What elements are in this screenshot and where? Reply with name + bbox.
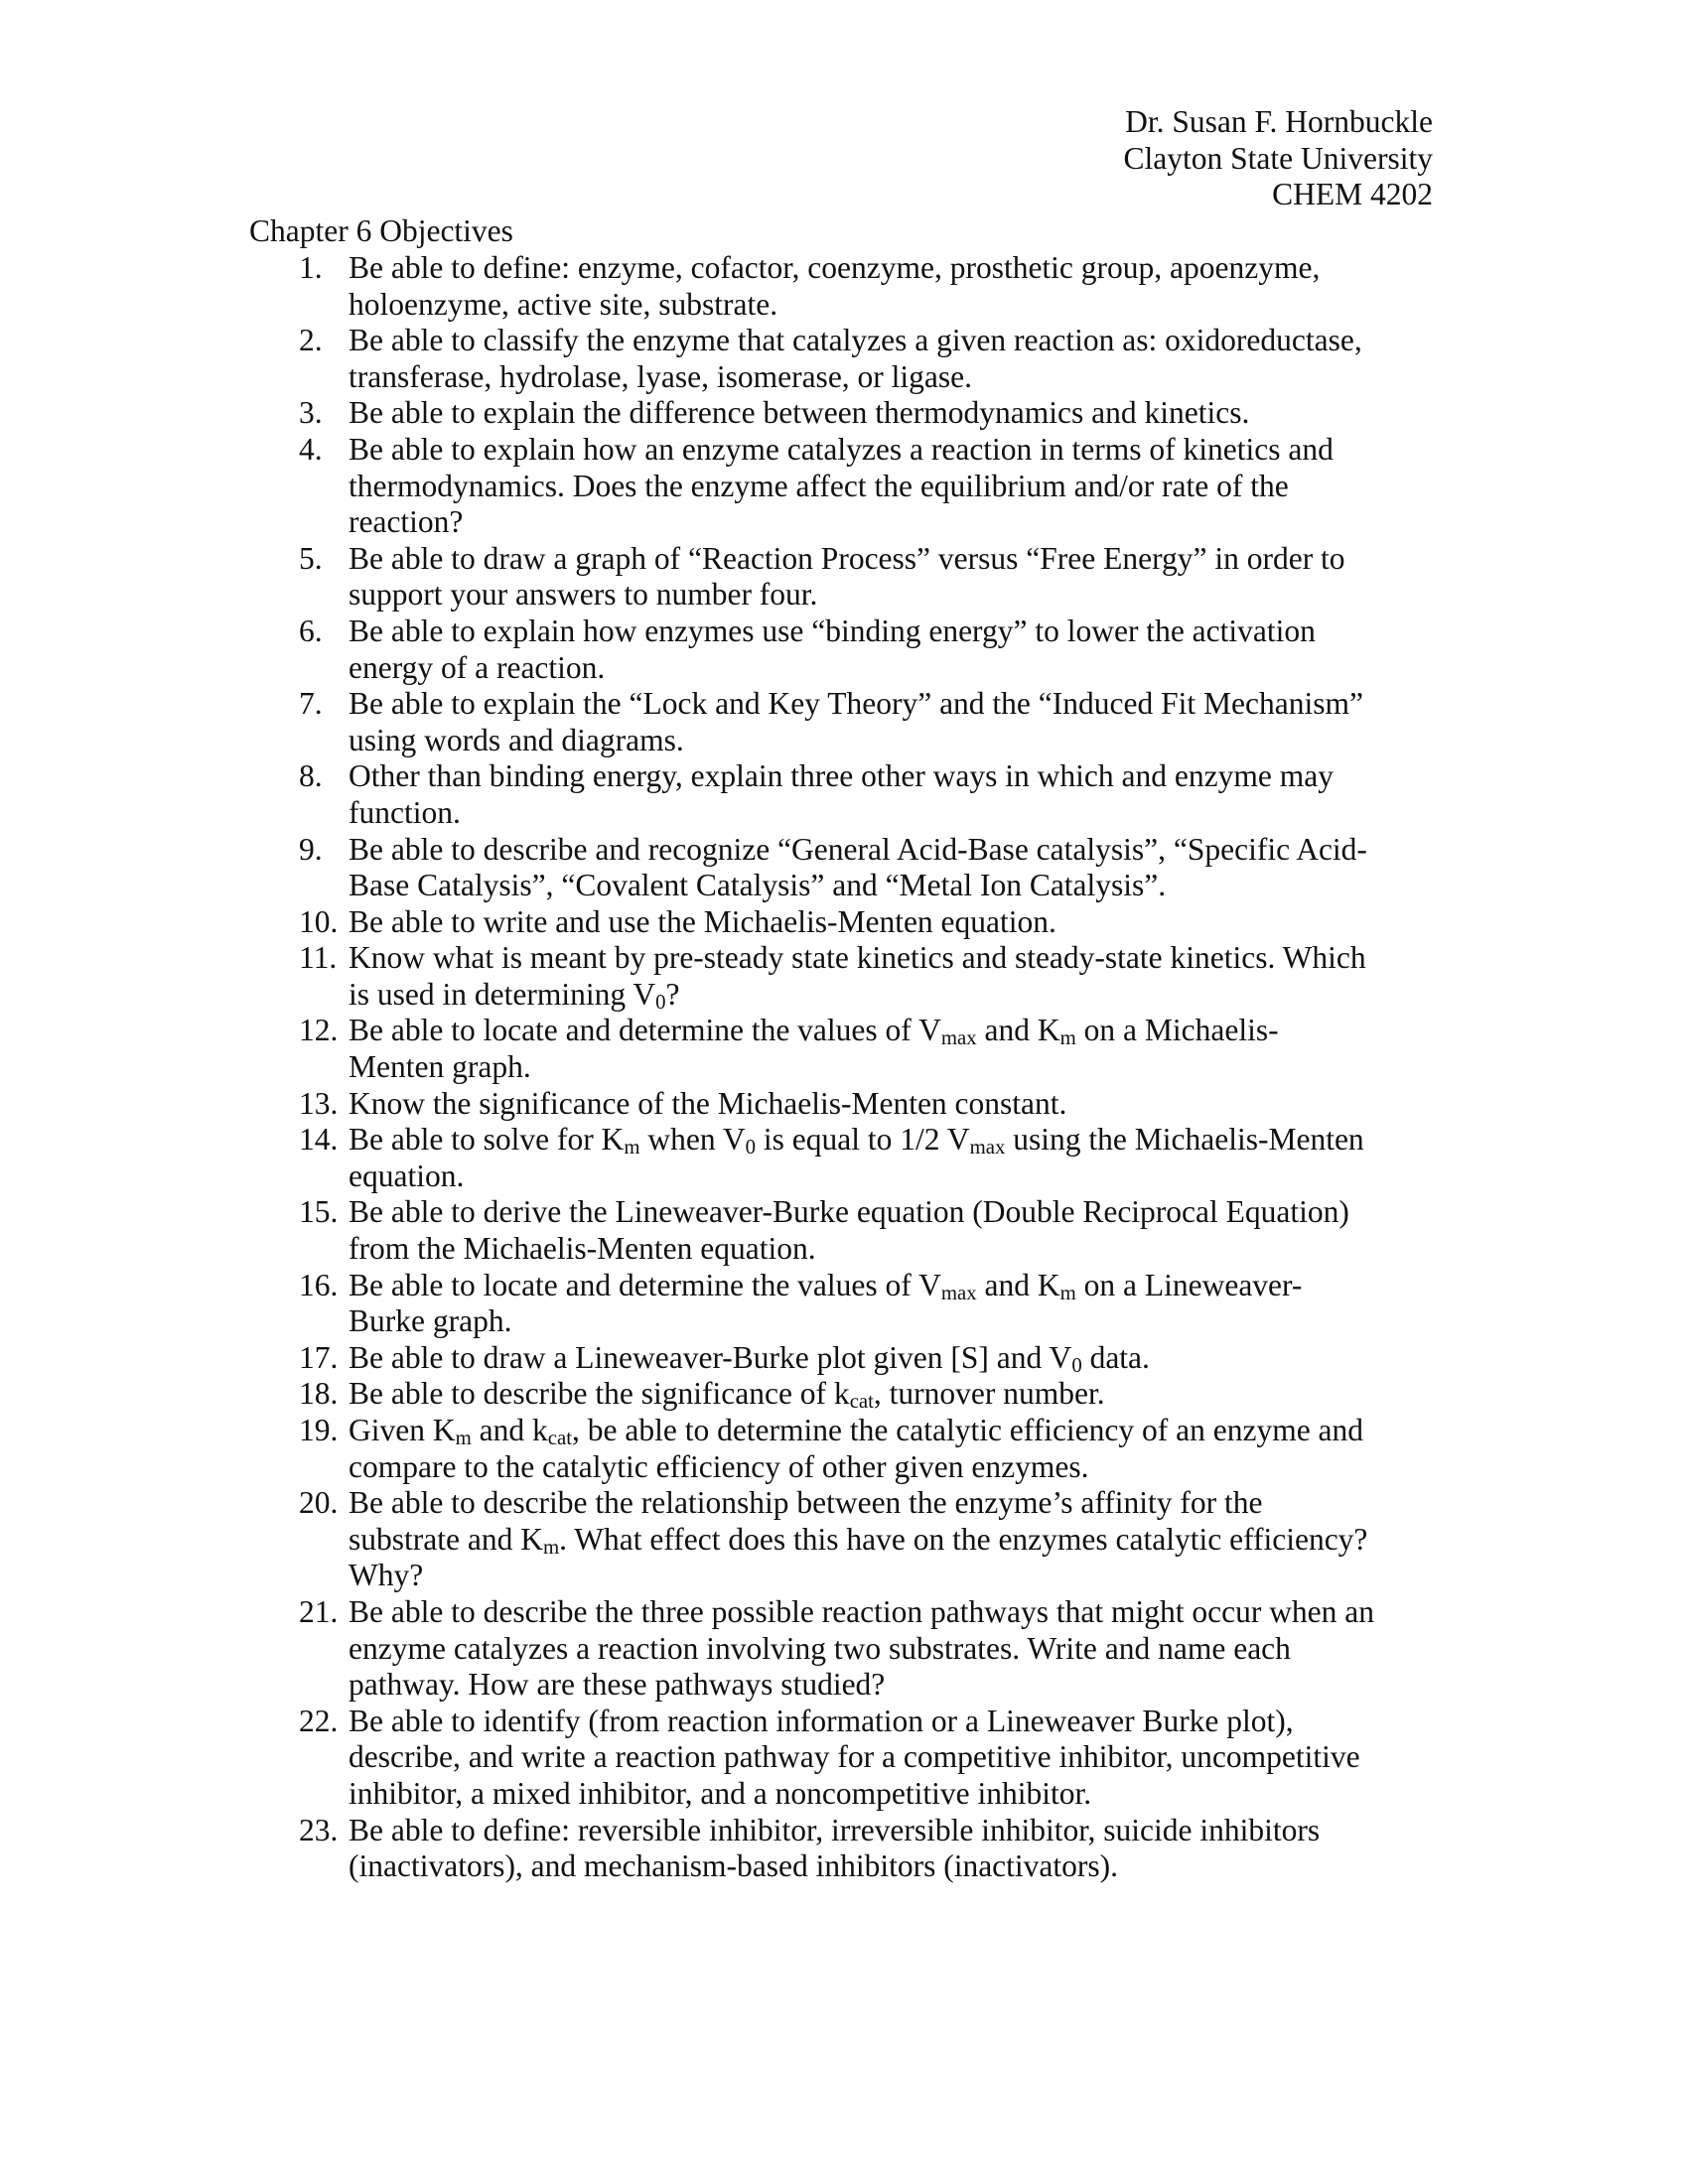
objective-item bbox=[249, 832, 1436, 904]
objective-item bbox=[249, 1194, 1436, 1267]
objective-text-line: Base Catalysis”, “Covalent Catalysis” and “Metal Ion Catalysis”. bbox=[349, 868, 1167, 903]
objective-text-line: Given $K_m$ and $k_{cat}$, be able to determine the catalytic efficiency of an enzyme and bbox=[349, 1413, 1364, 1450]
objective-number: 3. bbox=[299, 395, 323, 431]
objective-text-line: thermodynamics. Does the enzyme affect the equilibrium and/or rate of the bbox=[349, 468, 1289, 503]
objective-number: 9. bbox=[299, 831, 323, 867]
objective-number: 13. bbox=[299, 1085, 339, 1121]
objective-text-line: reaction? bbox=[349, 504, 464, 540]
course-code: CHEM 4202 bbox=[1272, 177, 1433, 212]
objective-text-line: holoenzyme, active site, substrate. bbox=[349, 286, 778, 322]
objective-item bbox=[249, 1376, 1436, 1413]
objective-number: 15. bbox=[299, 1194, 339, 1230]
objective-text-line: Be able to explain the difference between thermodynamics and kinetics. bbox=[349, 395, 1250, 431]
objective-text bbox=[349, 541, 1436, 614]
author-name: Dr. Susan F. Hornbuckle bbox=[1125, 104, 1433, 139]
objective-text-line: Be able to classify the enzyme that catalyzes a given reaction as: oxidoreductase, bbox=[349, 323, 1362, 358]
objective-number: 12. bbox=[299, 1013, 339, 1048]
objective-text-line: substrate and $K_m$. What effect does this have on the enzymes catalytic efficiency? bbox=[349, 1521, 1368, 1559]
objective-text-line: Be able to derive the Lineweaver-Burke equation (Double Reciprocal Equation) bbox=[349, 1194, 1349, 1230]
objective-text-line: Be able to identify (from reaction information or a Lineweaver Burke plot), bbox=[349, 1703, 1294, 1738]
objective-text-line: energy of a reaction. bbox=[349, 649, 606, 685]
objective-item bbox=[249, 1594, 1436, 1704]
objective-number: 5. bbox=[299, 540, 323, 576]
subscript: m bbox=[455, 1427, 472, 1450]
objectives-list bbox=[249, 250, 1441, 1885]
objective-number: 4. bbox=[299, 431, 323, 467]
objective-item bbox=[249, 1086, 1436, 1123]
objective-text bbox=[349, 1086, 1436, 1123]
objective-item bbox=[249, 323, 1436, 395]
subscript: m bbox=[624, 1136, 640, 1160]
objective-text bbox=[349, 614, 1436, 686]
objective-text bbox=[349, 904, 1436, 941]
objective-text-line: Be able to locate and determine the values of $V_{max}$ and $K_m$ on a Michaelis- bbox=[349, 1013, 1279, 1050]
objective-text-line: Be able to write and use the Michaelis-Menten equation. bbox=[349, 903, 1056, 939]
objective-text bbox=[349, 758, 1436, 831]
objective-text bbox=[349, 1340, 1436, 1377]
objective-text bbox=[349, 1376, 1436, 1413]
objective-text bbox=[349, 1704, 1436, 1813]
objective-text-line: Be able to draw a Lineweaver-Burke plot given [S] and $V_0$ data. bbox=[349, 1339, 1150, 1377]
subscript: max bbox=[940, 1281, 977, 1304]
objective-text-line: using words and diagrams. bbox=[349, 722, 684, 757]
objective-item bbox=[249, 250, 1436, 323]
objective-text-line: compare to the catalytic efficiency of other given enzymes. bbox=[349, 1448, 1089, 1484]
objective-text-line: describe, and write a reaction pathway for a competitive inhibitor, uncompetitive bbox=[349, 1739, 1360, 1775]
objective-number: 8. bbox=[299, 758, 323, 794]
objective-text-line: Be able to describe the significance of $k_{cat}$, turnover number. bbox=[349, 1376, 1105, 1414]
objective-number: 18. bbox=[299, 1376, 339, 1412]
objective-item bbox=[249, 1268, 1436, 1340]
subscript: 0 bbox=[1071, 1353, 1082, 1377]
objective-number: 11. bbox=[299, 940, 338, 976]
objective-item bbox=[249, 1704, 1436, 1813]
page-title: Chapter 6 Objectives bbox=[249, 213, 513, 248]
objective-text bbox=[349, 1485, 1436, 1594]
objective-text bbox=[349, 1813, 1436, 1885]
objective-text-line: Be able to define: enzyme, cofactor, coenzyme, prosthetic group, apoenzyme, bbox=[349, 250, 1321, 285]
objective-item bbox=[249, 904, 1436, 941]
objective-item bbox=[249, 1340, 1436, 1377]
objective-number: 10. bbox=[299, 903, 339, 939]
subscript: 0 bbox=[745, 1136, 757, 1160]
objective-text-line: inhibitor, a mixed inhibitor, and a noncompetitive inhibitor. bbox=[349, 1775, 1092, 1811]
objective-text bbox=[349, 1122, 1436, 1194]
objective-item bbox=[249, 940, 1436, 1013]
objective-number: 2. bbox=[299, 323, 323, 358]
objective-text-line: Be able to solve for $K_m$ when $V_0$ is equal to 1/2 $V_{max}$ using the Michaelis-Menten bbox=[349, 1122, 1364, 1160]
objective-text bbox=[349, 432, 1436, 541]
objective-text-line: function. bbox=[349, 794, 461, 830]
objective-item bbox=[249, 395, 1436, 432]
objective-number: 19. bbox=[299, 1413, 339, 1447]
objective-text bbox=[349, 1594, 1436, 1704]
objective-item bbox=[249, 614, 1436, 686]
subscript: m bbox=[542, 1535, 560, 1559]
objective-text-line: enzyme catalyzes a reaction involving two substrates. Write and name each bbox=[349, 1630, 1291, 1666]
objective-text bbox=[349, 1268, 1436, 1340]
objective-text-line: Be able to define: reversible inhibitor, irreversible inhibitor, suicide inhibitors bbox=[349, 1812, 1321, 1847]
objective-text-line: Other than binding energy, explain three other ways in which and enzyme may bbox=[349, 758, 1334, 794]
subscript: max bbox=[969, 1136, 1006, 1160]
objective-text-line: Be able to describe the relationship between the enzyme’s affinity for the bbox=[349, 1485, 1263, 1521]
objective-item bbox=[249, 541, 1436, 614]
objective-text-line: Be able to explain the “Lock and Key Theory” and the “Induced Fit Mechanism” bbox=[349, 686, 1363, 722]
objective-text-line: Be able to describe the three possible reaction pathways that might occur when an bbox=[349, 1593, 1375, 1629]
objective-text bbox=[349, 940, 1436, 1013]
objective-number: 16. bbox=[299, 1267, 339, 1302]
objective-item bbox=[249, 1122, 1436, 1194]
objective-text-line: Menten graph. bbox=[349, 1049, 531, 1085]
objective-text-line: pathway. How are these pathways studied? bbox=[349, 1667, 886, 1703]
objective-number: 17. bbox=[299, 1339, 339, 1375]
subscript: m bbox=[1059, 1026, 1076, 1050]
subscript: m bbox=[1059, 1281, 1076, 1304]
objective-text-line: Be able to draw a graph of “Reaction Process” versus “Free Energy” in order to bbox=[349, 540, 1345, 576]
objective-text bbox=[349, 323, 1436, 395]
objective-text-line: Be able to locate and determine the values of $V_{max}$ and $K_m$ on a Lineweaver- bbox=[349, 1267, 1303, 1304]
objective-text bbox=[349, 250, 1436, 323]
document-header bbox=[1124, 104, 1433, 213]
objective-text-line: is used in determining $V_0$? bbox=[349, 976, 680, 1015]
objective-number: 7. bbox=[299, 686, 323, 722]
objective-text bbox=[349, 1413, 1436, 1485]
objective-text bbox=[349, 686, 1436, 758]
objective-text-line: Be able to explain how an enzyme catalyzes a reaction in terms of kinetics and bbox=[349, 431, 1334, 467]
objective-item bbox=[249, 1813, 1436, 1885]
objective-number: 23. bbox=[299, 1812, 339, 1847]
objective-item bbox=[249, 1413, 1436, 1485]
objective-text-line: Burke graph. bbox=[349, 1303, 512, 1339]
objective-text-line: from the Michaelis-Menten equation. bbox=[349, 1231, 816, 1267]
objective-text-line: (inactivators), and mechanism-based inhibitors (inactivators). bbox=[349, 1848, 1119, 1884]
subscript: max bbox=[940, 1026, 977, 1050]
subscript: cat bbox=[849, 1390, 874, 1414]
objective-item bbox=[249, 1485, 1436, 1594]
subscript: 0 bbox=[655, 991, 666, 1015]
objective-text-line: transferase, hydrolase, lyase, isomerase, or ligase. bbox=[349, 358, 973, 394]
objective-number: 14. bbox=[299, 1122, 339, 1158]
objective-item bbox=[249, 1013, 1436, 1085]
objective-text-line: Be able to describe and recognize “General Acid-Base catalysis”, “Specific Acid- bbox=[349, 831, 1367, 867]
subscript: cat bbox=[547, 1427, 572, 1450]
objective-text-line: Be able to explain how enzymes use “binding energy” to lower the activation bbox=[349, 613, 1316, 648]
objective-number: 21. bbox=[299, 1593, 339, 1629]
objective-text-line: support your answers to number four. bbox=[349, 577, 818, 613]
objective-text bbox=[349, 1013, 1436, 1085]
objective-text bbox=[349, 395, 1436, 432]
objective-text-line: Why? bbox=[349, 1558, 424, 1593]
objective-text bbox=[349, 832, 1436, 904]
institution-name: Clayton State University bbox=[1123, 140, 1433, 176]
objective-text-line: equation. bbox=[349, 1158, 465, 1193]
objective-item bbox=[249, 686, 1436, 758]
objective-text-line: Know what is meant by pre-steady state kinetics and steady-state kinetics. Which bbox=[349, 940, 1366, 976]
objective-text bbox=[349, 1194, 1436, 1267]
objective-number: 6. bbox=[299, 613, 323, 648]
objective-item bbox=[249, 758, 1436, 831]
objective-number: 1. bbox=[299, 250, 323, 285]
objective-item bbox=[249, 432, 1436, 541]
objective-number: 22. bbox=[299, 1703, 339, 1738]
objective-number: 20. bbox=[299, 1485, 339, 1521]
objective-text-line: Know the significance of the Michaelis-Menten constant. bbox=[349, 1085, 1067, 1121]
